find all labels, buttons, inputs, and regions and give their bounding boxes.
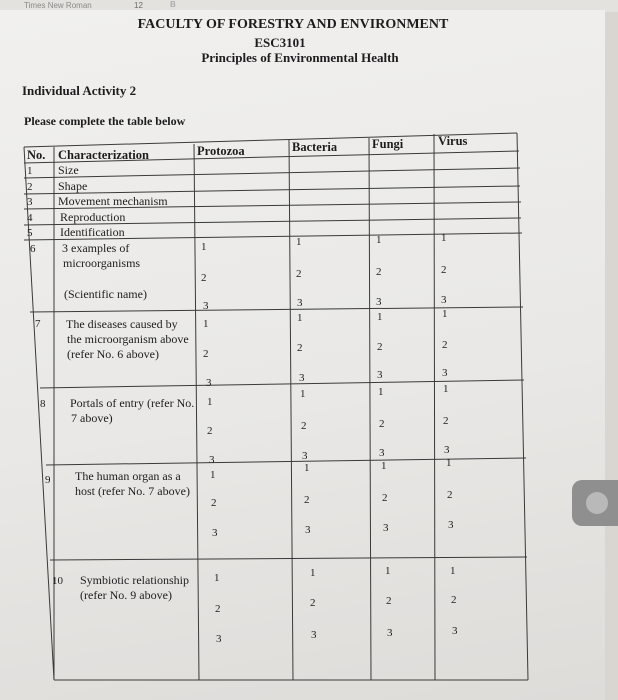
enum-mark: 3 <box>452 625 458 637</box>
enum-mark: 1 <box>443 383 449 395</box>
row-no: 8 <box>40 398 46 410</box>
row-no: 10 <box>52 575 63 587</box>
row-label: The human organ as a <box>75 469 181 483</box>
row-no: 4 <box>27 212 33 224</box>
enum-mark: 2 <box>203 348 209 360</box>
activity-title: Individual Activity 2 <box>22 83 137 98</box>
col-header-no: No. <box>27 148 46 162</box>
enum-mark: 1 <box>446 457 452 469</box>
enum-mark: 1 <box>381 460 387 472</box>
enum-mark: 3 <box>442 367 448 379</box>
enum-mark: 3 <box>376 296 382 308</box>
row-label: (refer No. 9 above) <box>80 588 172 602</box>
row-label: microorganisms <box>63 256 141 270</box>
enum-mark: 3 <box>311 629 317 641</box>
row-no: 1 <box>27 165 33 177</box>
row-no: 6 <box>30 243 36 255</box>
font-name-box[interactable]: Times New Roman <box>24 1 92 10</box>
instruction-text: Please complete the table below <box>24 114 186 128</box>
course-title: Principles of Environmental Health <box>201 50 399 65</box>
col-header-protozoa: Protozoa <box>197 144 245 158</box>
enum-mark: 1 <box>304 462 310 474</box>
enum-mark: 3 <box>305 524 311 536</box>
enum-mark: 1 <box>385 565 391 577</box>
enum-mark: 2 <box>447 489 453 501</box>
enum-mark: 1 <box>210 469 216 481</box>
enum-mark: 2 <box>377 341 383 353</box>
enum-mark: 3 <box>383 522 389 534</box>
enum-mark: 3 <box>216 633 222 645</box>
enum-mark: 2 <box>301 420 307 432</box>
enum-mark: 1 <box>310 567 316 579</box>
enum-mark: 2 <box>310 597 316 609</box>
enum-mark: 2 <box>376 266 382 278</box>
enum-mark: 2 <box>443 415 449 427</box>
enum-mark: 1 <box>296 236 302 248</box>
row-label: Identification <box>60 225 125 239</box>
enum-mark: 3 <box>203 300 209 312</box>
row-label: Size <box>58 163 79 177</box>
font-size-box[interactable]: 12 <box>134 1 143 10</box>
row-no: 3 <box>27 196 33 208</box>
enum-mark: 1 <box>377 311 383 323</box>
row-label: Symbiotic relationship <box>80 573 189 587</box>
enum-mark: 1 <box>300 388 306 400</box>
row-label: (Scientific name) <box>64 287 147 301</box>
enum-mark: 3 <box>297 297 303 309</box>
row-label: Reproduction <box>60 210 126 224</box>
enum-mark: 2 <box>382 492 388 504</box>
enum-mark: 1 <box>441 232 447 244</box>
floating-assist-button[interactable] <box>572 480 618 526</box>
enum-mark: 2 <box>386 595 392 607</box>
enum-mark: 2 <box>207 425 213 437</box>
enum-mark: 1 <box>450 565 456 577</box>
enum-mark: 1 <box>201 241 207 253</box>
row-label: Portals of entry (refer No. <box>70 396 195 410</box>
enum-mark: 1 <box>207 396 213 408</box>
enum-mark: 3 <box>387 627 393 639</box>
row-label: The diseases caused by <box>66 317 178 331</box>
row-no: 5 <box>27 227 33 239</box>
row-label: host (refer No. 7 above) <box>75 484 190 498</box>
bold-button[interactable]: B <box>170 0 176 9</box>
col-header-fungi: Fungi <box>372 137 404 151</box>
enum-mark: 2 <box>215 603 221 615</box>
enum-mark: 3 <box>212 527 218 539</box>
enum-mark: 2 <box>297 342 303 354</box>
enum-mark: 2 <box>201 272 207 284</box>
enum-mark: 3 <box>441 294 447 306</box>
row-label: the microorganism above <box>67 332 189 346</box>
enum-mark: 2 <box>304 494 310 506</box>
enum-mark: 3 <box>206 377 212 389</box>
enum-mark: 3 <box>444 444 450 456</box>
assist-circle-icon <box>586 492 608 514</box>
row-label: Movement mechanism <box>58 194 168 208</box>
enum-mark: 3 <box>379 447 385 459</box>
faculty-heading: FACULTY OF FORESTRY AND ENVIRONMENT <box>137 17 449 32</box>
row-label: 7 above) <box>71 411 113 425</box>
enum-mark: 3 <box>302 450 308 462</box>
enum-mark: 2 <box>451 594 457 606</box>
row-label: 3 examples of <box>62 241 130 255</box>
enum-mark: 1 <box>442 308 448 320</box>
enum-mark: 1 <box>378 386 384 398</box>
enum-mark: 1 <box>297 312 303 324</box>
col-header-characterization: Characterization <box>58 148 149 162</box>
col-header-virus: Virus <box>438 134 468 148</box>
enum-mark: 3 <box>209 454 215 466</box>
enum-mark: 2 <box>296 268 302 280</box>
course-code: ESC3101 <box>254 35 306 50</box>
row-no: 9 <box>45 474 51 486</box>
enum-mark: 2 <box>211 497 217 509</box>
enum-mark: 2 <box>442 339 448 351</box>
row-label: (refer No. 6 above) <box>67 347 159 361</box>
enum-mark: 2 <box>379 418 385 430</box>
enum-mark: 1 <box>203 318 209 330</box>
row-no: 7 <box>35 318 41 330</box>
col-header-bacteria: Bacteria <box>292 140 338 154</box>
row-label: Shape <box>58 179 88 193</box>
enum-mark: 2 <box>441 264 447 276</box>
enum-mark: 3 <box>299 372 305 384</box>
enum-mark: 1 <box>376 234 382 246</box>
row-no: 2 <box>27 181 33 193</box>
enum-mark: 3 <box>377 369 383 381</box>
enum-mark: 1 <box>214 572 220 584</box>
enum-mark: 3 <box>448 519 454 531</box>
